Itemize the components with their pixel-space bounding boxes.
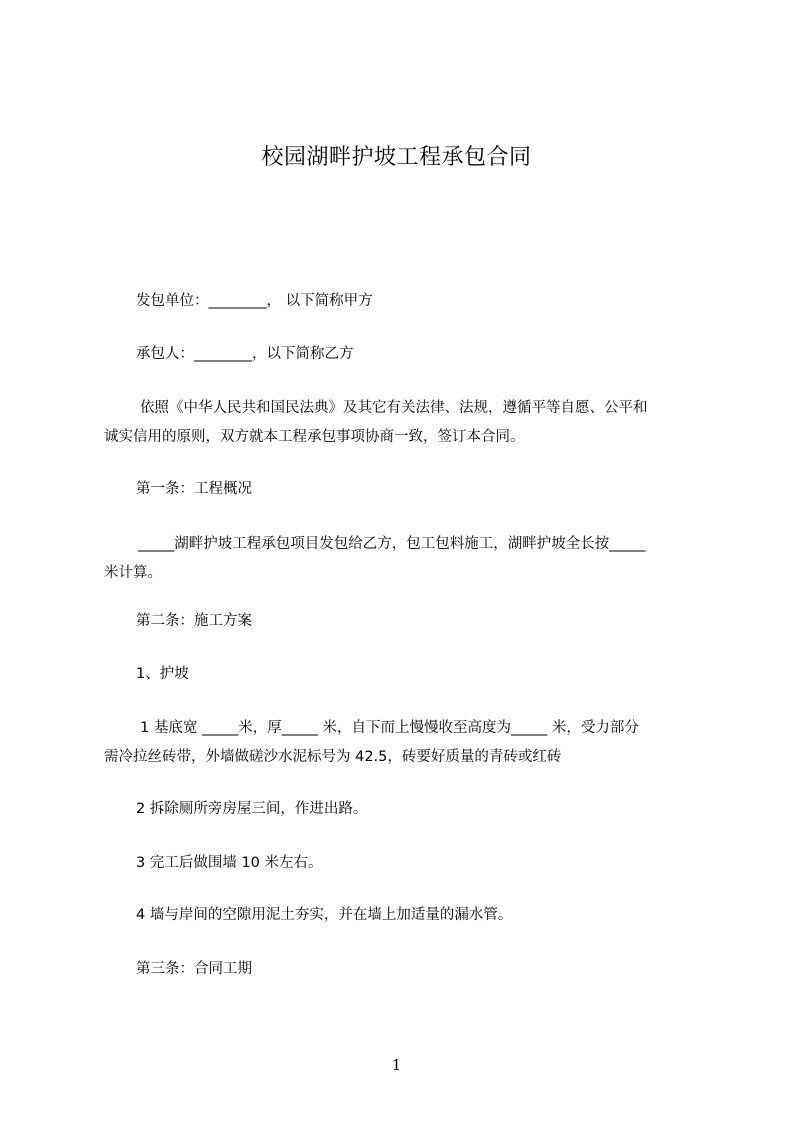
item-1-line-2: 需冷拉丝砖带，外墙做磋沙水泥标号为 42.5，砖要好质量的青砖或红砖	[104, 749, 562, 765]
party-a-line: 发包单位：________， 以下简称甲方	[136, 293, 373, 309]
article-2-heading: 第二条：施工方案	[136, 613, 252, 629]
preamble-line-1: 依照《中华人民共和国民法典》及其它有关法律、法规，遵循平等自愿、公平和	[140, 400, 648, 416]
preamble-line-2: 诚实信用的原则，双方就本工程承包事项协商一致，签订本合同。	[104, 429, 525, 445]
item-2: 2 拆除厕所旁房屋三间，作进出路。	[136, 801, 368, 817]
page-number: 1	[391, 1056, 402, 1074]
party-b-line: 承包人：________，以下简称乙方	[136, 346, 354, 362]
item-1-line-1: 1 基底宽 _____米，厚_____ 米，自下而上慢慢收至高度为_____ 米，受力部分	[140, 720, 639, 736]
section-revetment-heading: 1、护坡	[136, 666, 189, 682]
article-1-heading: 第一条：工程概况	[136, 481, 252, 497]
item-3: 3 完工后做围墙 10 米左右。	[136, 855, 323, 871]
article-1-text-line-1: _____湖畔护坡工程承包项目发包给乙方，包工包料施工，湖畔护坡全长按_____	[138, 536, 646, 552]
article-3-heading: 第三条：合同工期	[136, 961, 252, 977]
article-1-text-line-2: 米计算。	[104, 565, 162, 581]
page-title: 校园湖畔护坡工程承包合同	[261, 145, 532, 170]
item-4: 4 墙与岸间的空隙用泥土夯实，并在墙上加适量的漏水管。	[136, 907, 513, 923]
